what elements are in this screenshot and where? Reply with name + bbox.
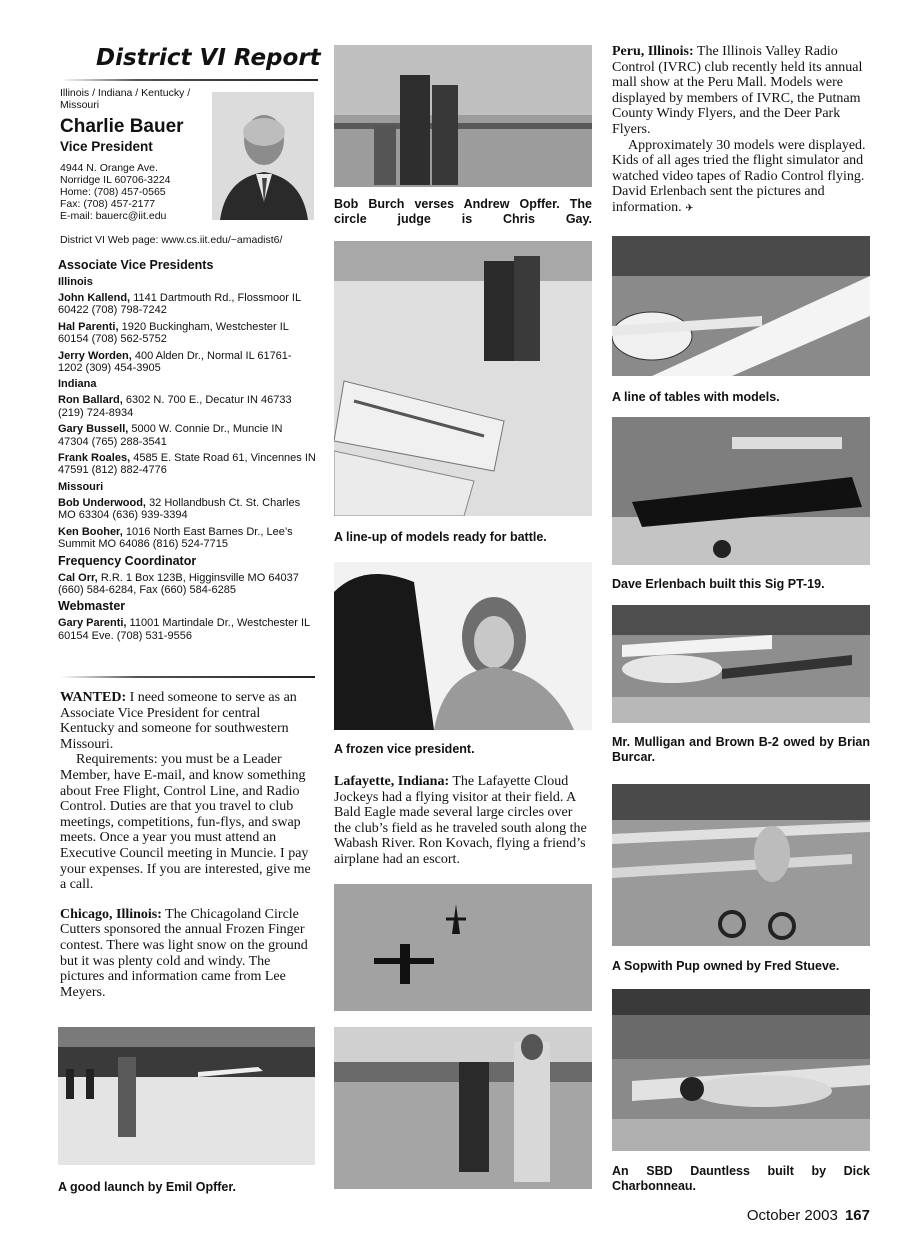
- vp-portrait-photo: [212, 92, 314, 220]
- missouri-label: Missouri: [58, 480, 104, 493]
- associate-entry: Gary Bussell, 5000 W. Connie Dr., Muncie IN 47304 (765) 288-3541: [58, 423, 283, 448]
- sbd-dauntless-caption: An SBD Dauntless built by Dick Charbonneau.: [612, 1164, 870, 1193]
- frozen-vp-photo: [334, 562, 592, 730]
- tables-models-caption: A line of tables with models.: [612, 390, 780, 404]
- tables-models-photo: [612, 236, 870, 376]
- sbd-dauntless-photo: [612, 989, 870, 1151]
- kovach-flying-photo: [334, 1027, 592, 1189]
- webmaster-heading: Webmaster: [58, 599, 126, 614]
- district-states: Illinois / Indiana / Kentucky / Missouri: [60, 87, 191, 111]
- peru-lead: Peru, Illinois:: [612, 44, 694, 59]
- burch-opffer-caption: Bob Burch verses Andrew Opffer. The circle judge is Chris Gay.: [334, 197, 592, 226]
- wanted-article: WANTED: I need someone to serve as an Associate Vice President for central Kentucky and someone for southwestern Missouri. Requirements: you must be a Leader Member, have E-mail, and know something about Free Flight, Control Line, and Radio Control. Duties are that you travel to club meetings, competitions, fun-flys, and swap meets. Once a year you must attend an Executive Council meeting in Muncie. I pay your expenses. If you are interested, give me a call. Chicago, Illinois: The Chicagoland Circle Cutters sponsored the annual Frozen Finger contest. There was light snow on the ground but it was plenty cold and windy. The pictures and information came from Lee Meyers.: [60, 690, 316, 1000]
- vp-role: Vice President: [60, 139, 153, 154]
- vp-address1: 4944 N. Orange Ave.: [60, 162, 158, 174]
- associates-heading: Associate Vice Presidents: [58, 258, 214, 272]
- chicago-lead: Chicago, Illinois:: [60, 906, 162, 922]
- launch-caption: A good launch by Emil Opffer.: [58, 1180, 237, 1194]
- associate-entry: Ken Booher, 1016 North East Barnes Dr., Lee’s Summit MO 64086 (816) 524-7715: [58, 525, 293, 551]
- associates-block: [58, 258, 316, 642]
- eagle-escort-photo: [334, 884, 592, 1011]
- sopwith-pup-caption: A Sopwith Pup owned by Fred Stueve.: [612, 959, 840, 973]
- peru-followup: Approximately 30 models were displayed. Kids of all ages tried the flight simulator and watched video tapes of Radio Control flying. David Erlenbach sent the pictures and information.: [612, 137, 866, 215]
- mulligan-b2-photo: [612, 605, 870, 723]
- frequency-heading: Frequency Coordinator: [58, 553, 197, 568]
- wanted-requirements: Requirements: you must be a Leader Member, have E-mail, and know something about Free Flight, Control Line, and Radio Control. Duties are that you travel to club meetings, competitions, fun-flys, and swap meets. Once a year you must attend an Executive Council meeting in Muncie. I pay your expenses. If you are interested, give me a call.: [60, 752, 311, 893]
- mulligan-b2-caption: Mr. Mulligan and Brown B-2 owed by Brian Burcar.: [612, 735, 870, 764]
- district-web-page[interactable]: District VI Web page: www.cs.iit.edu/~amadist6/: [60, 234, 283, 246]
- vp-home-phone: Home: (708) 457-0565: [60, 186, 166, 198]
- launch-photo: [58, 1027, 315, 1165]
- title-rule: [60, 79, 318, 81]
- associate-entry: John Kallend, 1141 Dartmouth Rd., Flossmoor IL 60422 (708) 798-7242: [58, 292, 301, 317]
- associate-entry: Ron Ballard, 6302 N. 700 E., Decatur IN 46733 (219) 724-8934: [58, 394, 292, 419]
- frozen-vp-caption: A frozen vice president.: [334, 742, 475, 756]
- lafayette-article: Lafayette, Indiana: The Lafayette Cloud Jockeys had a flying visitor at their field. A Bald Eagle made several large circles over the club’s field as he traveled south along the Wabash River. Ron Kovach, flying a friend’s airplane had an escort.: [334, 774, 587, 867]
- plane-end-icon: ✈: [685, 202, 694, 214]
- section-rule: [60, 676, 315, 678]
- associate-entry: Jerry Worden, 400 Alden Dr., Normal IL 61761-1202 (309) 454-3905: [58, 349, 292, 375]
- vp-name: Charlie Bauer: [60, 116, 184, 137]
- associate-entry: Frank Roales, 4585 E. State Road 61, Vincennes IN 47591 (812) 882-4776: [58, 452, 316, 477]
- pt19-caption: Dave Erlenbach built this Sig PT-19.: [612, 577, 825, 591]
- indiana-label: Indiana: [58, 378, 97, 391]
- wanted-lead: WANTED:: [60, 690, 127, 705]
- footer-month: October 2003: [746, 1207, 838, 1224]
- associate-entry: Hal Parenti, 1920 Buckingham, Westchester IL 60154 (708) 562-5752: [58, 320, 289, 346]
- report-title: District VI Report: [96, 45, 321, 71]
- vp-address2: Norridge IL 60706-3224: [60, 174, 171, 186]
- webmaster-entry: Gary Parenti, 11001 Martindale Dr., Westchester IL 60154 Eve. (708) 531-9556: [58, 617, 310, 642]
- models-lineup-photo: [334, 241, 592, 516]
- associate-entry: Bob Underwood, 32 Hollandbush Ct. St. Charles MO 63304 (636) 939-3394: [58, 496, 301, 522]
- page-footer: [720, 1207, 870, 1224]
- frequency-entry: Cal Orr, R.R. 1 Box 123B, Higginsville MO 64037 (660) 584-6284, Fax (660) 584-6285: [58, 571, 299, 596]
- illinois-label: Illinois: [58, 276, 93, 288]
- vp-fax: Fax: (708) 457-2177: [60, 198, 156, 210]
- lafayette-lead: Lafayette, Indiana:: [334, 774, 450, 789]
- sopwith-pup-photo: [612, 784, 870, 946]
- page-number: 167: [844, 1207, 870, 1224]
- vp-contact: [60, 162, 210, 222]
- burch-opffer-photo: [334, 45, 592, 187]
- pt19-photo: [612, 417, 870, 565]
- models-lineup-caption: A line-up of models ready for battle.: [334, 530, 547, 544]
- peru-article: Peru, Illinois: The Illinois Valley Radio Control (IVRC) club recently held its annual mall show at the Peru Mall. Models were displayed by members of IVRC, the Putnam County Windy Flyers, and the Deer Park Flyers. Approximately 30 models were displayed. Kids of all ages tried the flight simulator and watched video tapes of Radio Control flying. David Erlenbach sent the pictures and information. ✈: [612, 44, 866, 215]
- vp-email[interactable]: E-mail: bauerc@iit.edu: [60, 210, 167, 222]
